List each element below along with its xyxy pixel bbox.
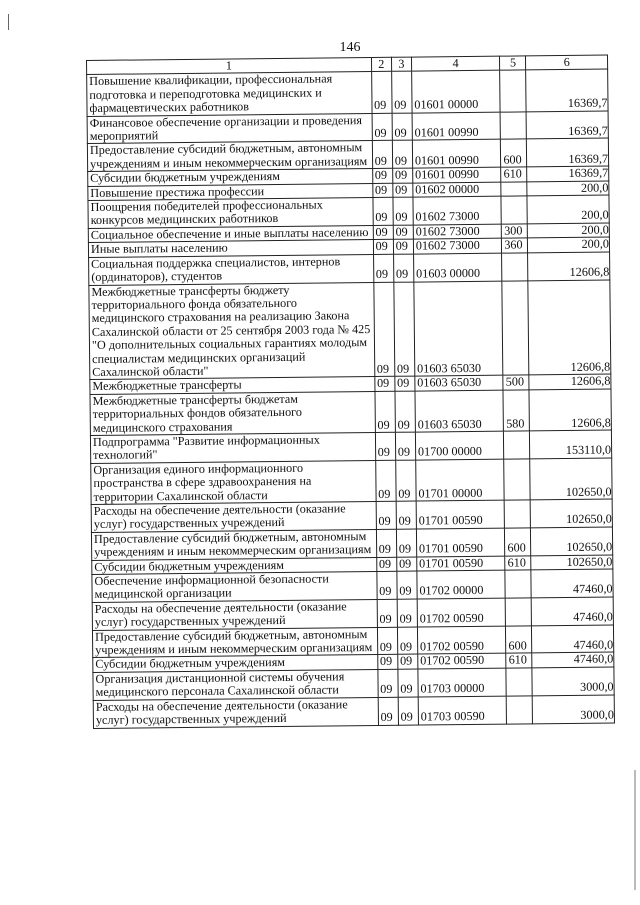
row-amount-cell: 102650,0	[530, 458, 612, 500]
row-section-cell: 09	[378, 669, 398, 697]
row-name-cell: Обеспечение информационной безопасности медицинской организации	[92, 572, 377, 603]
row-name-cell: Расходы на обеспечение деятельности (оказание услуг) государственных учреждений	[92, 599, 377, 630]
row-target-article-cell: 01602 73000	[413, 196, 502, 225]
row-subsection-cell: 09	[395, 391, 416, 432]
row-section-cell: 09	[373, 240, 393, 255]
column-header-subsection: 3	[391, 57, 411, 72]
row-amount-cell: 200,0	[528, 223, 610, 238]
row-target-article-cell: 01702 00000	[417, 570, 506, 599]
row-name-cell: Предоставление субсидий бюджетным, автономным учреждениям и иным некоммерческим организациям	[87, 141, 372, 172]
row-target-article-cell: 01601 00990	[412, 140, 501, 169]
row-target-article-cell: 01601 00000	[411, 71, 500, 113]
row-expense-type-cell	[504, 459, 531, 500]
row-amount-cell: 47460,0	[531, 569, 613, 598]
row-amount-cell: 47460,0	[532, 652, 614, 667]
row-amount-cell: 16369,7	[527, 138, 609, 167]
row-subsection-cell: 09	[392, 113, 412, 141]
row-subsection-cell: 09	[397, 599, 417, 627]
row-target-article-cell: 01701 00590	[416, 528, 505, 557]
row-subsection-cell: 09	[391, 71, 412, 112]
row-name-cell: Финансовое обеспечение организации и проведения мероприятий	[87, 113, 372, 144]
row-expense-type-cell	[500, 70, 527, 111]
row-target-article-cell: 01601 00990	[412, 112, 501, 141]
column-header-section: 2	[371, 57, 391, 72]
row-section-cell: 09	[378, 697, 398, 725]
row-amount-cell: 153110,0	[530, 430, 612, 459]
row-expense-type-cell: 610	[501, 167, 527, 182]
row-amount-cell: 200,0	[528, 237, 610, 252]
row-subsection-cell: 09	[396, 557, 416, 572]
row-name-cell: Социальная поддержка специалистов, интернов (ординаторов), студентов	[89, 254, 374, 285]
row-subsection-cell: 09	[396, 501, 416, 529]
row-target-article-cell: 01701 00590	[416, 500, 505, 529]
row-subsection-cell: 09	[398, 697, 418, 725]
row-target-article-cell: 01602 73000	[413, 224, 502, 239]
row-expense-type-cell: 360	[502, 238, 528, 253]
row-expense-type-cell	[502, 253, 528, 281]
row-expense-type-cell	[501, 182, 527, 197]
row-name-cell: Расходы на обеспечение деятельности (оказание услуг) государственных учреждений	[91, 501, 376, 532]
row-amount-cell: 200,0	[527, 181, 609, 196]
row-target-article-cell: 01602 73000	[413, 238, 502, 253]
row-expense-type-cell	[505, 570, 531, 598]
row-name-cell: Поощрения победителей профессиональных конкурсов медицинских работников	[88, 198, 373, 229]
row-section-cell: 09	[372, 113, 392, 141]
row-name-cell: Повышение квалификации, профессиональная подготовка и переподготовка медицинских и фармацевтических работников	[87, 72, 372, 116]
column-header-name: 1	[87, 58, 372, 75]
row-expense-type-cell: 600	[505, 528, 531, 556]
table-row	[93, 695, 614, 728]
row-target-article-cell: 01702 00590	[417, 626, 506, 655]
row-section-cell: 09	[376, 557, 396, 572]
row-expense-type-cell	[501, 196, 527, 224]
row-target-article-cell: 01703 00000	[418, 668, 507, 697]
table-row	[89, 280, 611, 380]
row-amount-cell: 102650,0	[531, 527, 613, 556]
row-name-cell: Субсидии бюджетным учреждениям	[88, 169, 373, 186]
row-subsection-cell: 09	[393, 183, 413, 198]
row-amount-cell: 3000,0	[533, 695, 615, 724]
row-expense-type-cell	[500, 112, 526, 140]
row-name-cell: Субсидии бюджетным учреждениям	[93, 655, 378, 672]
row-amount-cell: 16369,7	[527, 166, 609, 181]
row-section-cell: 09	[376, 501, 396, 529]
row-amount-cell: 3000,0	[532, 667, 614, 696]
row-subsection-cell: 09	[395, 432, 415, 460]
row-name-cell: Субсидии бюджетным учреждениям	[92, 557, 377, 574]
column-header-expense-type: 5	[500, 56, 526, 71]
row-expense-type-cell	[506, 668, 532, 696]
row-amount-cell: 16369,7	[527, 111, 609, 140]
row-subsection-cell: 09	[392, 168, 412, 183]
row-expense-type-cell	[504, 431, 530, 459]
row-name-cell: Межбюджетные трансферты бюджетам территориальных фондов обязательного медицинского страхования	[90, 391, 375, 435]
row-expense-type-cell: 610	[506, 653, 532, 668]
row-subsection-cell: 09	[397, 571, 417, 599]
row-section-cell: 09	[376, 571, 396, 599]
row-section-cell: 09	[372, 169, 392, 184]
row-section-cell: 09	[377, 655, 397, 670]
row-target-article-cell: 01702 00590	[418, 654, 507, 669]
row-expense-type-cell: 500	[503, 375, 529, 390]
row-subsection-cell: 09	[393, 239, 413, 254]
row-name-cell: Подпрограмма "Развитие информационных технологий"	[90, 432, 375, 463]
row-expense-type-cell	[502, 280, 529, 375]
row-expense-type-cell: 300	[502, 224, 528, 239]
row-section-cell: 09	[377, 627, 397, 655]
row-target-article-cell: 01601 00990	[412, 167, 501, 182]
row-target-article-cell: 01702 00590	[417, 598, 506, 627]
row-target-article-cell: 01603 00000	[413, 253, 502, 282]
row-expense-type-cell: 610	[505, 555, 531, 570]
row-section-cell: 09	[374, 377, 394, 392]
table-row	[90, 389, 611, 436]
row-subsection-cell: 09	[398, 669, 418, 697]
table-row	[87, 69, 608, 116]
row-target-article-cell: 01603 65030	[414, 281, 503, 377]
row-section-cell: 09	[375, 432, 395, 460]
row-section-cell: 09	[373, 197, 393, 225]
row-subsection-cell: 09	[395, 460, 416, 501]
row-target-article-cell: 01701 00590	[417, 556, 506, 571]
row-section-cell: 09	[372, 183, 392, 198]
row-name-cell: Расходы на обеспечение деятельности (оказание услуг) государственных учреждений	[93, 697, 378, 728]
row-subsection-cell: 09	[395, 376, 415, 391]
row-expense-type-cell	[506, 598, 532, 626]
row-name-cell: Иные выплаты населению	[88, 240, 373, 257]
row-section-cell: 09	[377, 599, 397, 627]
row-subsection-cell: 09	[393, 197, 413, 225]
table-row	[91, 458, 612, 505]
row-name-cell: Повышение престижа профессии	[88, 183, 373, 200]
row-name-cell: Межбюджетные трансферты бюджету территориального фонда обязательного медицинского страхования на реализацию Закона Сахалинской области от 25 сентября 2003 года № 425 "О дополнительных социальных гарантиях молодым специалистам медицинских организаций Сахалинской области"	[89, 282, 375, 380]
row-amount-cell: 12606,8	[529, 389, 611, 431]
table-body	[87, 69, 615, 728]
scan-edge-shadow	[634, 770, 636, 890]
row-section-cell: 09	[375, 460, 396, 501]
row-name-cell: Предоставление субсидий бюджетным, автономным учреждениям и иным некоммерческим организациям	[91, 529, 376, 560]
row-expense-type-cell	[504, 500, 530, 528]
row-expense-type-cell	[507, 696, 533, 724]
row-amount-cell: 102650,0	[531, 499, 613, 528]
row-target-article-cell: 01700 00000	[415, 431, 504, 460]
row-subsection-cell: 09	[397, 655, 417, 670]
row-section-cell: 09	[376, 529, 396, 557]
row-expense-type-cell: 580	[503, 390, 530, 431]
column-header-amount: 6	[526, 55, 608, 70]
row-subsection-cell: 09	[396, 529, 416, 557]
row-subsection-cell: 09	[392, 141, 412, 169]
row-target-article-cell: 01603 65030	[415, 375, 504, 390]
row-subsection-cell: 09	[394, 282, 415, 377]
row-section-cell: 09	[373, 254, 393, 282]
row-amount-cell: 47460,0	[532, 625, 614, 654]
row-section-cell: 09	[372, 141, 392, 169]
row-target-article-cell: 01602 00000	[413, 182, 502, 197]
row-amount-cell: 12606,8	[529, 374, 611, 389]
row-amount-cell: 12606,8	[528, 280, 611, 376]
scan-edge-mark	[8, 14, 9, 30]
row-section-cell: 09	[371, 72, 392, 113]
row-section-cell: 09	[373, 282, 394, 377]
row-amount-cell: 102650,0	[531, 555, 613, 570]
page-number: 146	[339, 40, 361, 55]
row-name-cell: Межбюджетные трансферты	[90, 377, 375, 394]
row-section-cell: 09	[373, 225, 393, 240]
row-amount-cell: 47460,0	[532, 597, 614, 626]
row-name-cell: Организация единого информационного пространства в сфере здравоохранения на территории Сахалинской области	[91, 460, 376, 504]
row-subsection-cell: 09	[393, 225, 413, 240]
row-amount-cell: 12606,8	[528, 252, 610, 281]
row-target-article-cell: 01701 00000	[416, 459, 505, 501]
row-target-article-cell: 01703 00590	[418, 696, 507, 725]
row-target-article-cell: 01603 65030	[415, 390, 504, 432]
column-header-target-article: 4	[411, 56, 500, 71]
budget-table	[86, 55, 615, 729]
row-subsection-cell: 09	[393, 254, 413, 282]
row-name-cell: Предоставление субсидий бюджетным, автономным учреждениям и иным некоммерческим организациям	[92, 627, 377, 658]
row-name-cell: Организация дистанционной системы обучения медицинского персонала Сахалинской области	[93, 669, 378, 700]
row-expense-type-cell: 600	[506, 626, 532, 654]
row-section-cell: 09	[375, 391, 396, 432]
row-expense-type-cell: 600	[501, 139, 527, 167]
row-name-cell: Социальное обеспечение и иные выплаты населению	[88, 225, 373, 242]
row-amount-cell: 200,0	[527, 195, 609, 224]
row-subsection-cell: 09	[397, 627, 417, 655]
row-amount-cell: 16369,7	[526, 69, 608, 111]
